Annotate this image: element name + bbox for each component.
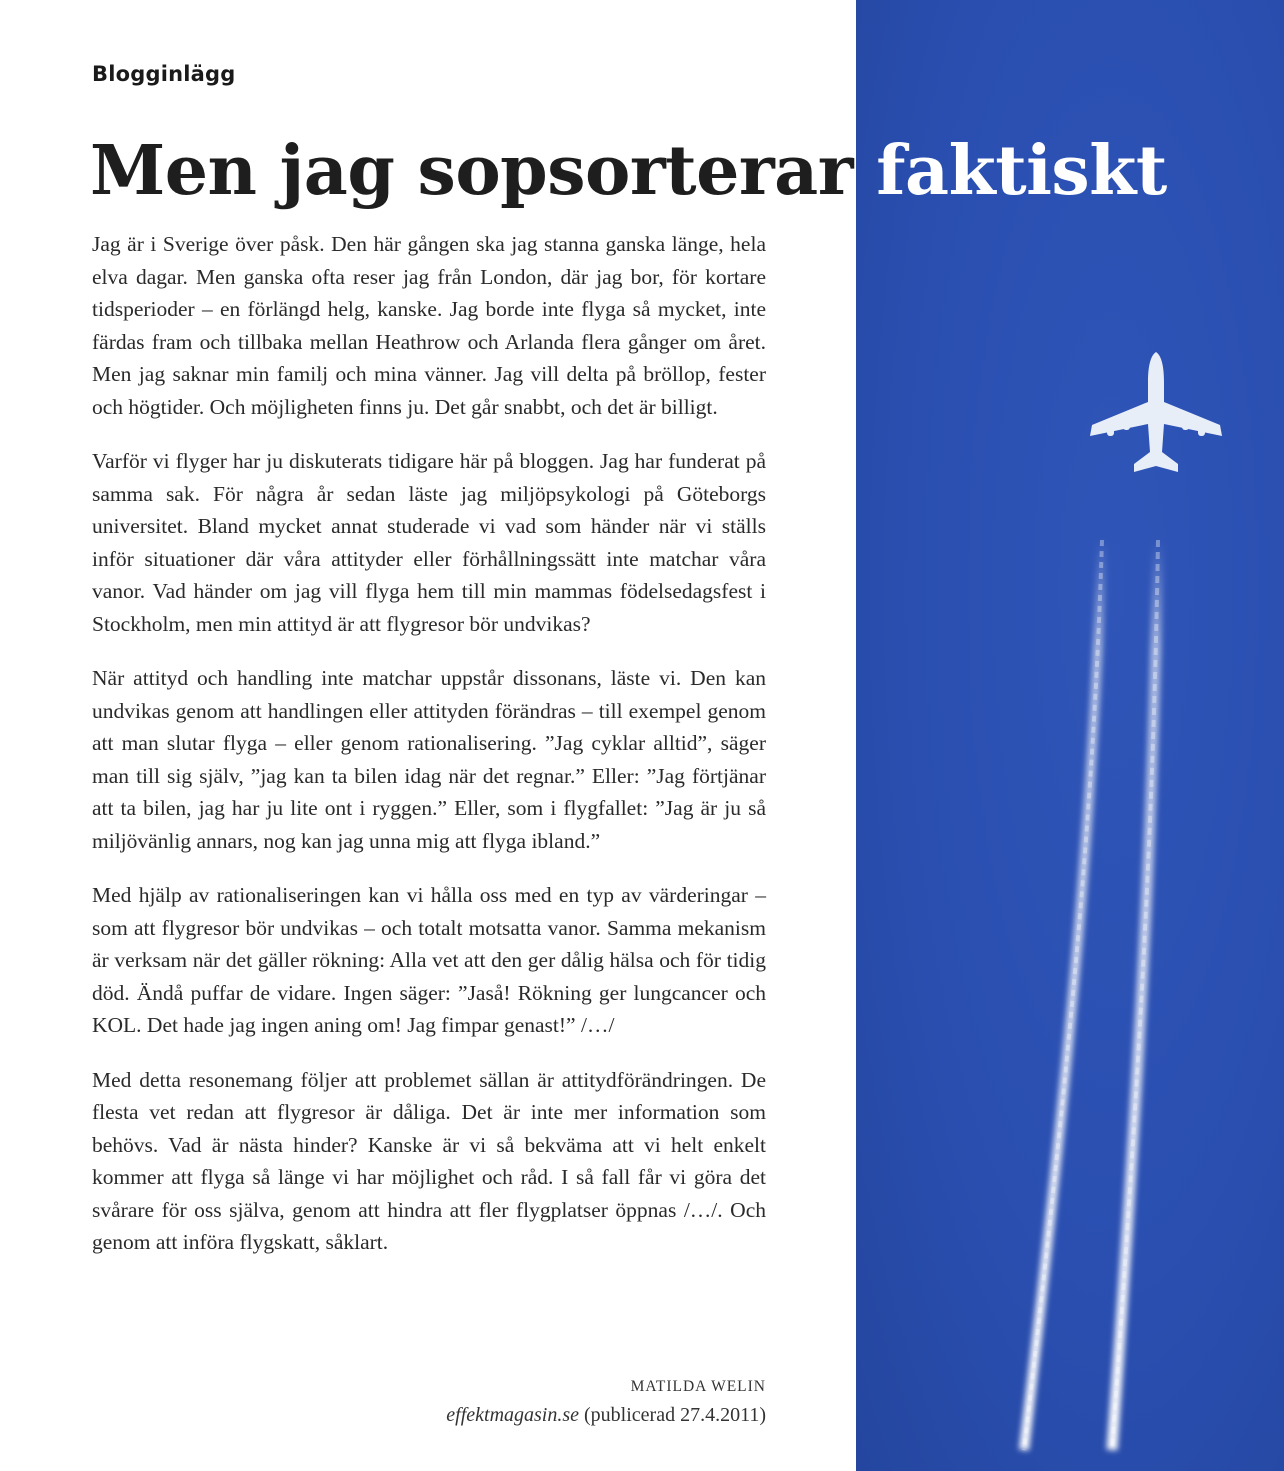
title-main: Men jag sopsorterar (90, 131, 854, 211)
paragraph-1: Jag är i Sverige över påsk. Den här gången ska jag stanna ganska länge, hela elva dagar. Men ganska ofta reser jag från London, där jag bor, för kortare tidsperioder – en förlängd helg, kanske. Jag borde inte flyga så mycket, inte färdas fram och tillbaka mellan Heathrow och Arlanda flera gånger om året. Men jag saknar min familj och mina vänner. Jag vill delta på bröllop, fester och högtider. Och möjligheten finns ju. Det går snabbt, och det är billigt. (92, 232, 766, 419)
article-title (90, 126, 1167, 216)
airplane-photo (856, 0, 1284, 1471)
article-body (92, 228, 766, 1281)
paragraph-4: Med hjälp av rationaliseringen kan vi hålla oss med en typ av värderingar – som att flygresor bör undvikas – och totalt motsatta vanor. Samma mekanism är verksam när det gäller rökning: Alla vet att den ger dålig hälsa och för tidig död. Ändå puffar de vidare. Ingen säger: ”Jaså! Rökning ger lungcancer och KOL. Det hade jag ingen aning om! Jag fimpar genast!” /…/ (92, 883, 766, 1037)
author-byline: MATILDA WELIN (630, 1378, 766, 1395)
paragraph-3: När attityd och handling inte matchar uppstår dissonans, läste vi. Den kan undvikas genom att handlingen eller attityden förändras – till exempel genom att man slutar flyga – eller genom rationalisering. ”Jag cyklar alltid”, säger man till sig själv, ”jag kan ta bilen idag när det regnar.” Eller: ”Jag förtjänar att ta bilen, jag har ju lite ont i ryggen.” Eller, som i flygfallet: ”Jag är ju så miljövänlig annars, nog kan jag unna mig att flyga ibland.” (92, 666, 766, 853)
source-line (92, 1404, 766, 1427)
airplane-contrails-image (856, 0, 1284, 1471)
source-site: effektmagasin.se (446, 1404, 580, 1426)
contrail-right (1112, 540, 1158, 1450)
paragraph-2: Varför vi flyger har ju diskuterats tidigare här på bloggen. Jag har funderat på samma sak. För några år sedan läste jag miljöpsykologi på Göteborgs universitet. Bland mycket annat studerade vi vad som händer när vi ställs inför situationer där våra attityder eller förhållningssätt inte matchar våra vanor. Vad händer om jag vill flyga hem till min mammas födelsedagsfest i Stockholm, men min attityd är att flygresor bör undvikas? (92, 449, 766, 636)
contrail-left (1024, 540, 1102, 1450)
paragraph-5: Med detta resonemang följer att problemet sällan är attitydförändringen. De flesta vet redan att flygresor är dåliga. Det är inte mer information som behövs. Vad är nästa hinder? Kanske är vi så bekväma att vi helt enkelt kommer att flyga så länge vi har möjlighet och råd. I så fall får vi göra det svårare för oss själva, genom att hindra att fler flygplatser öppnas /…/. Och genom att införa flygskatt, såklart. (92, 1067, 766, 1254)
source-published: (publicerad 27.4.2011) (584, 1404, 766, 1426)
airplane-icon (1090, 352, 1222, 472)
title-highlight: faktiskt (876, 131, 1167, 211)
category-label: Blogginlägg (92, 62, 236, 86)
